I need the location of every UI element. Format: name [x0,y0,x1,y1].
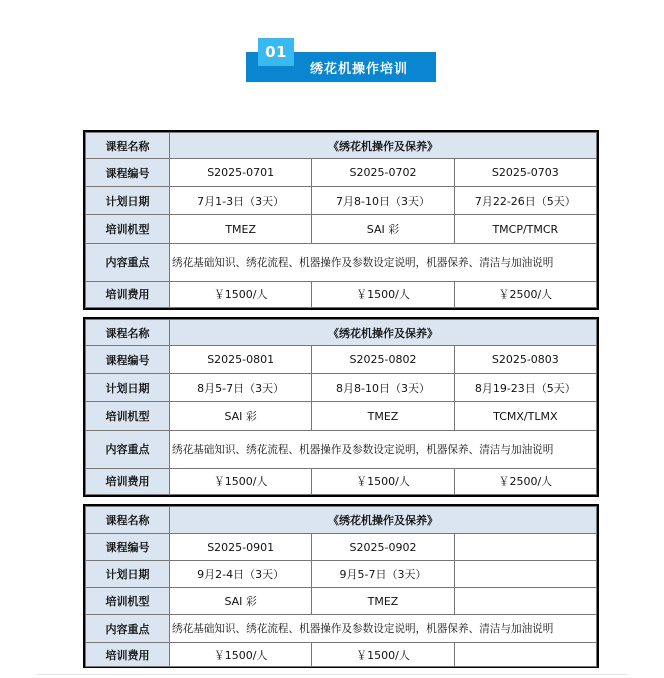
label-course-name: 课程名称 [86,133,170,159]
training-fee: ￥1500/人 [170,468,312,494]
label-plan-date: 计划日期 [86,187,170,215]
label-fee: 培训费用 [86,281,170,307]
label-content: 内容重点 [86,430,170,468]
training-fee: ￥2500/人 [454,281,596,307]
label-machine-model: 培训机型 [86,588,170,615]
label-machine-model: 培训机型 [86,215,170,243]
plan-date: 7月22-26日（5天） [454,187,596,215]
course-code: S2025-0802 [312,346,454,374]
label-plan-date: 计划日期 [86,561,170,588]
plan-date: 8月8-10日（3天） [312,374,454,402]
label-content: 内容重点 [86,615,170,643]
empty-cell [454,534,596,561]
plan-date: 8月19-23日（5天） [454,374,596,402]
machine-model: TMEZ [312,402,454,430]
machine-model: TCMX/TLMX [454,402,596,430]
course-content: 绣花基础知识、绣花流程、机器操作及参数设定说明，机器保养、清洁与加油说明 [170,430,597,468]
machine-model: SAI 彩 [312,215,454,243]
machine-model: SAI 彩 [170,588,312,615]
label-machine-model: 培训机型 [86,402,170,430]
course-code: S2025-0902 [312,534,454,561]
section-badge [246,38,436,82]
training-fee: ￥1500/人 [170,281,312,307]
plan-date: 9月5-7日（3天） [312,561,454,588]
empty-cell [454,561,596,588]
label-course-name: 课程名称 [86,507,170,534]
course-name: 《绣花机操作及保养》 [170,320,597,346]
machine-model: TMEZ [312,588,454,615]
machine-model: TMEZ [170,215,312,243]
course-name: 《绣花机操作及保养》 [170,507,597,534]
empty-cell [454,643,596,667]
label-content: 内容重点 [86,243,170,281]
course-table-1 [83,130,599,310]
divider [37,674,627,675]
plan-date: 7月1-3日（3天） [170,187,312,215]
course-code: S2025-0901 [170,534,312,561]
machine-model: TMCP/TMCR [454,215,596,243]
section-title: 绣花机操作培训 [310,61,409,77]
training-fee: ￥1500/人 [312,468,454,494]
label-course-name: 课程名称 [86,320,170,346]
training-fee: ￥1500/人 [170,643,312,667]
course-name: 《绣花机操作及保养》 [170,133,597,159]
label-fee: 培训费用 [86,643,170,667]
machine-model: SAI 彩 [170,402,312,430]
course-code: S2025-0702 [312,159,454,187]
course-code: S2025-0801 [170,346,312,374]
label-course-code: 课程编号 [86,346,170,374]
course-code: S2025-0701 [170,159,312,187]
section-number: 01 [258,38,294,66]
empty-cell [454,588,596,615]
label-course-code: 课程编号 [86,159,170,187]
plan-date: 8月5-7日（3天） [170,374,312,402]
label-plan-date: 计划日期 [86,374,170,402]
training-fee: ￥1500/人 [312,643,454,667]
training-fee: ￥2500/人 [454,468,596,494]
course-table-2 [83,317,599,497]
label-course-code: 课程编号 [86,534,170,561]
training-fee: ￥1500/人 [312,281,454,307]
plan-date: 9月2-4日（3天） [170,561,312,588]
plan-date: 7月8-10日（3天） [312,187,454,215]
course-code: S2025-0703 [454,159,596,187]
course-code: S2025-0803 [454,346,596,374]
course-table-3 [83,504,599,668]
course-content: 绣花基础知识、绣花流程、机器操作及参数设定说明，机器保养、清洁与加油说明 [170,615,597,643]
label-fee: 培训费用 [86,468,170,494]
course-content: 绣花基础知识、绣花流程、机器操作及参数设定说明，机器保养、清洁与加油说明 [170,243,597,281]
